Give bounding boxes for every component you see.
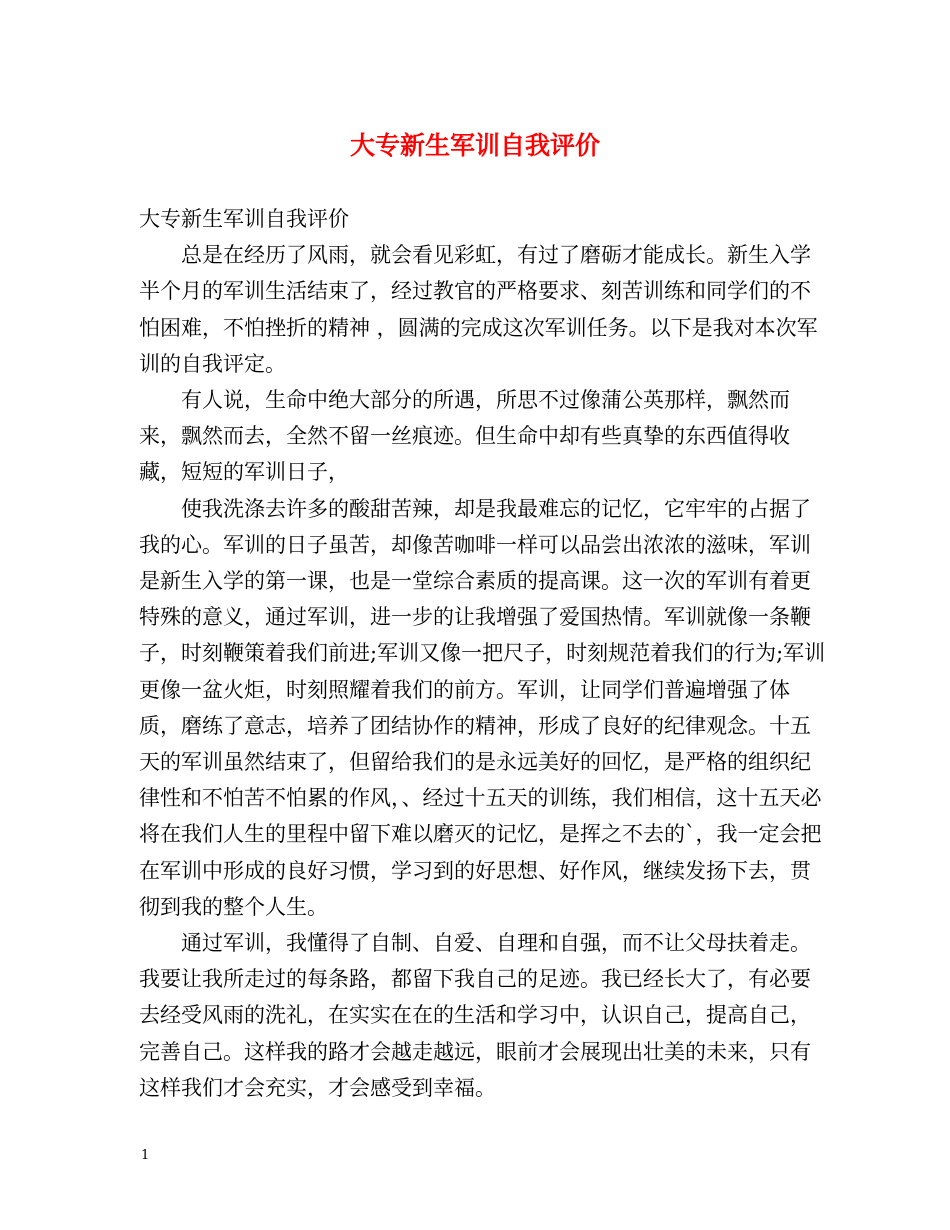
paragraph-intro: 总是在经历了风雨，就会看见彩虹，有过了磨砺才能成长。新生入学半个月的军训生活结束了，经过教官的严格要求、刻苦训练和同学们的不怕困难，不怕挫折的精神 ，圆满的完成这次军训任务。以下是我对本次军训的自我评定。 (139, 243, 818, 376)
paragraph-memories: 使我洗涤去许多的酸甜苦辣，却是我最难忘的记忆，它牢牢的占据了我的心。军训的日子虽苦，却像苦咖啡一样可以品尝出浓浓的滋味，军训是新生入学的第一课，也是一堂综合素质的提高课。这一次的军训有着更特殊的意义，通过军训，进一步的让我增强了爱国热情。军训就像一条鞭子，时刻鞭策着我们前进;军训又像一把尺子，时刻规范着我们的行为;军训更像一盆火炬，时刻照耀着我们的前方。军训，让同学们普遍增强了体质，磨练了意志，培养了团结协作的精神，形成了良好的纪律观念。十五天的军训虽然结束了，但留给我们的是永远美好的回忆，是严格的组织纪律性和不怕苦不怕累的作风，、经过十五天的训练，我们相信，这十五天必将在我们人生的里程中留下难以磨灭的记忆，是挥之不去的`，我一定会把在军训中形成的良好习惯，学习到的好思想、好作风，继续发扬下去，贯彻到我的整个人生。 (139, 496, 826, 919)
paragraph-growth: 通过军训，我懂得了自制、自爱、自理和自强，而不让父母扶着走。我要让我所走过的每条路，都留下我自己的足迹。我已经长大了，有必要去经受风雨的洗礼，在实实在在的生活和学习中，认识自己，提高自己，完善自己。这样我的路才会越走越远，眼前才会展现出壮美的未来，只有这样我们才会充实，才会感受到幸福。 (139, 931, 811, 1100)
document-subtitle: 大专新生军训自我评价 (139, 207, 349, 231)
paragraph-dandelion: 有人说，生命中绝大部分的所遇，所思不过像蒲公英那样，飘然而来，飘然而去，全然不留一丝痕迹。但生命中却有些真挚的东西值得收藏，短短的军训日子， (139, 388, 790, 485)
document-title: 大专新生军训自我评价 (349, 131, 600, 160)
page-number: 1 (141, 1148, 150, 1163)
document-body (139, 201, 829, 1106)
